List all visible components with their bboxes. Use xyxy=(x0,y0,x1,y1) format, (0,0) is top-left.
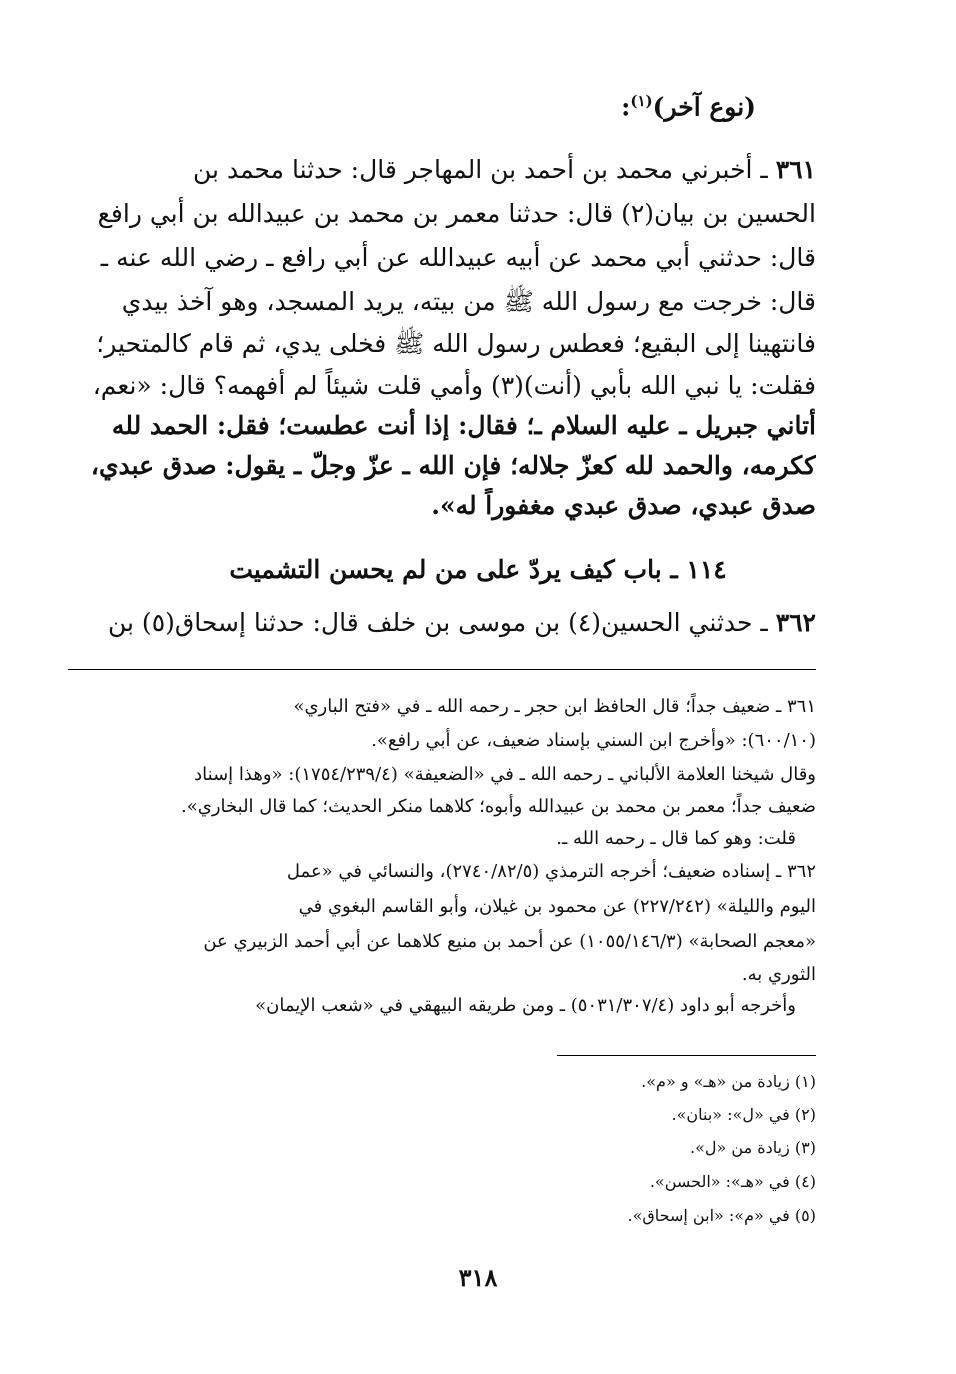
hadith-number: ٣٦٢ xyxy=(775,608,816,637)
commentary-line: «معجم الصحابة» (١٠٥٥/١٤٦/٣) عن أحمد بن منيع كلاهما عن أبي أحمد الزبيري عن xyxy=(203,931,816,952)
commentary-line: ٣٦٢ ـ إسناده ضعيف؛ أخرجه الترمذي (٢٧٤٠/٨٢/٥)، والنسائي في «عمل xyxy=(286,861,816,882)
footnote-3: (٣) زيادة من «ل». xyxy=(690,1138,816,1157)
commentary-line: ٣٦١ ـ ضعيف جداً؛ قال الحافظ ابن حجر ـ رحمه الله ـ في «فتح الباري» xyxy=(293,696,816,717)
commentary-line: قلت: وهو كما قال ـ رحمه الله ـ. xyxy=(556,828,796,849)
hadith-361-line-8: ككرمه، والحمد لله كعزّ جلاله؛ فإن الله ـ عزّ وجلّ ـ يقول: صدق عبدي، xyxy=(90,451,816,480)
hadith-361-line-7: أتاني جبريل ـ عليه السلام ـ؛ فقال: إذا أنت عطست؛ فقل: الحمد لله xyxy=(111,411,816,440)
hadith-361-line-9: صدق عبدي، صدق عبدي مغفوراً له». xyxy=(431,491,816,520)
hadith-361-line-1: ٣٦١ ـ أخبرني محمد بن أحمد بن المهاجر قال: حدثنا محمد بن xyxy=(193,155,816,184)
footnote-2: (٢) في «ل»: «بنان». xyxy=(671,1105,816,1124)
commentary-line: (٦٠٠/١٠): «وأخرج ابن السني بإسناد ضعيف، عن أبي رافع». xyxy=(371,730,816,751)
commentary-line: وقال شيخنا العلامة الألباني ـ رحمه الله ـ في «الضعيفة» (١٧٥٤/٢٣٩/٤): «وهذا إسناد xyxy=(194,764,816,785)
footnote-4: (٤) في «هـ»: «الحسن». xyxy=(649,1172,816,1191)
hadith-361-line-6: فقلت: يا نبي الله بأبي (أنت)(٣) وأمي قلت شيئاً لم أفهمه؟ قال: «نعم، xyxy=(92,371,816,400)
hadith-361-line-3: قال: حدثني أبي محمد عن أبيه عبيدالله عن أبي رافع ـ رضي الله عنه ـ xyxy=(100,243,816,272)
footnote-divider xyxy=(557,1055,816,1056)
hadith-362-line-1: ٣٦٢ ـ حدثني الحسين(٤) بن موسى بن خلف قال: حدثنا إسحاق(٥) بن xyxy=(107,608,816,637)
page-number: ٣١٨ xyxy=(458,1263,498,1292)
commentary-line: اليوم والليلة» (٢٢٧/٢٤٢) عن محمود بن غيلان، وأبو القاسم البغوي في xyxy=(298,896,816,917)
footnote-1: (١) زيادة من «هـ» و «م». xyxy=(641,1072,816,1091)
chapter-title: ١١٤ ـ باب كيف يردّ على من لم يحسن التشميت xyxy=(229,555,727,584)
hadith-number: ٣٦١ xyxy=(775,155,816,184)
hadith-361-line-4: قال: خرجت مع رسول الله ﷺ من بيته، يريد المسجد، وهو آخذ بيدي xyxy=(121,287,816,316)
commentary-line: وأخرجه أبو داود (٥٠٣١/٣٠٧/٤) ـ ومن طريقه البيهقي في «شعب الإيمان» xyxy=(255,995,796,1016)
commentary-line: ضعيف جداً؛ معمر بن محمد بن عبيدالله وأبوه؛ كلاهما منكر الحديث؛ كما قال البخاري». xyxy=(181,796,816,817)
heading-text: (نوع آخر) xyxy=(652,92,756,122)
hadith-361-line-2: الحسين بن بيان(٢) قال: حدثنا معمر بن محمد بن عبيدالله بن أبي رافع xyxy=(97,199,816,228)
divider xyxy=(68,669,816,670)
heading-footnote-ref: (١) xyxy=(630,92,653,110)
commentary-line: الثوري به. xyxy=(741,964,816,985)
footnote-5: (٥) في «م»: «ابن إسحاق». xyxy=(627,1206,816,1225)
section-heading xyxy=(621,92,756,121)
hadith-361-line-5: فانتهينا إلى البقيع؛ فعطس رسول الله ﷺ فخلى يدي، ثم قام كالمتحير؛ xyxy=(96,329,816,358)
heading-colon: : xyxy=(621,92,631,122)
